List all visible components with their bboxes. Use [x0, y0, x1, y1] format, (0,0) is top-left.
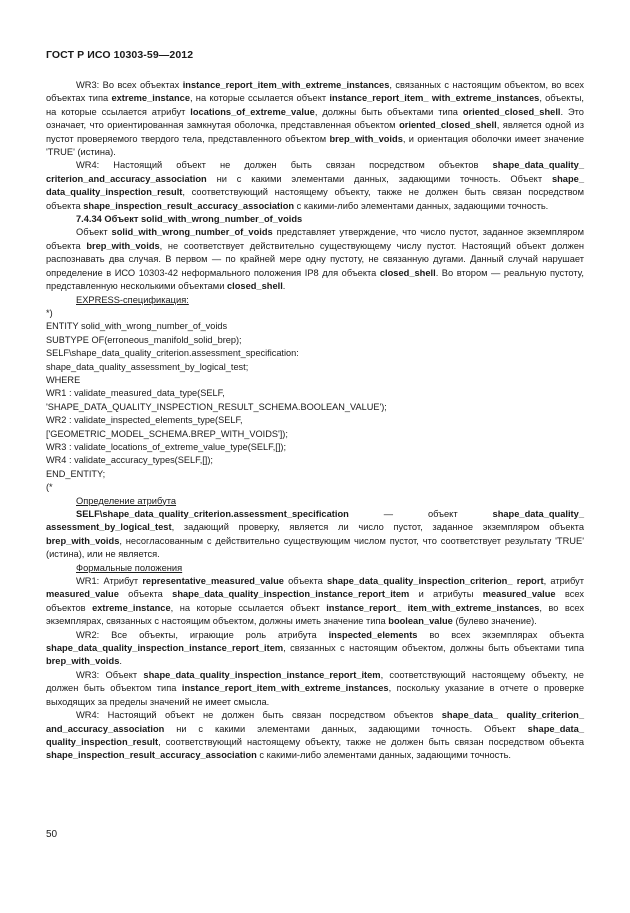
code-line: END_ENTITY; — [46, 468, 106, 479]
code-line: SUBTYPE OF(erroneous_manifold_solid_brep); — [46, 334, 242, 345]
code-line: SELF\shape_data_quality_criterion.assessment_specification: — [46, 348, 299, 359]
paragraph: WR4: Настоящий объект не должен быть связан посредством объектов shape_data_quality_ criterion_and_accuracy_association ни с какими элементами данных, задающими точность. Объект shape_ data_quality_inspection_result, соответствующий настоящему объекту, также не должен быть связан посредством объекта shape_inspection_result_accuracy_association с какими-либо элементами данных, задающими точность. — [46, 160, 584, 211]
paragraph: Формальные положения — [76, 562, 183, 573]
code-line: WR1 : validate_measured_data_type(SELF, — [46, 388, 225, 399]
paragraph: WR3: Во всех объектах instance_report_item_with_extreme_instances, связанных с настоящим объектом, во всех объектах типа extreme_instance, на которые ссылается объект instance_report_item_ with_extreme_instances, объекты, на которые ссылается атрибут locations_of_extreme_value, должны быть объектами типа oriented_closed_shell. Это означает, что ориентированная замкнутая оболочка, представленная объектом oriented_closed_shell, является одной из пустот проверяемого твердого тела, представленного объектом brep_with_voids, и ориентация оболочки имеет значение 'TRUE' (истина). — [46, 80, 585, 158]
paragraph: Определение атрибута — [76, 495, 177, 506]
document-body — [46, 79, 584, 763]
page-header-title: ГОСТ Р ИСО 10303-59—2012 — [46, 49, 194, 61]
paragraph: SELF\shape_data_quality_criterion.assessment_specification — объект shape_data_quality_ assessment_by_logical_test, задающий проверку, является ли число пустот, заданное экземпляром объекта brep_with_voids, несогласованным с действительно существующим числом пустот, что соответствует результату 'TRUE' (истина), или не является. — [46, 509, 584, 560]
paragraph: Объект solid_with_wrong_number_of_voids представляет утверждение, что число пустот, заданное экземпляром объекта brep_with_voids, не соответствует действительно существующему числу пустот. Настоящий объект должен распознавать два случая. В первом — по крайней мере одну пустоту, не связанную дугами. Данный случай нарушает определение в ИСО 10303-42 неформального положения IP8 для объекта closed_shell. Во втором — реальную пустоту, представленную несколькими объектами closed_shell. — [46, 227, 584, 292]
code-line: *) — [46, 307, 53, 318]
code-line: shape_data_quality_assessment_by_logical_test; — [46, 361, 249, 372]
code-line: WR4 : validate_accuracy_types(SELF,[]); — [46, 455, 213, 466]
paragraph: EXPRESS-спецификация: — [76, 294, 189, 305]
paragraph: WR1: Атрибут representative_measured_value объекта shape_data_quality_inspection_criterion_ report, атрибут measured_value объекта shape_data_quality_inspection_instance_report_item и атрибуты measured_value всех объектов extreme_instance, на которые ссылается объект instance_report_ item_with_extreme_instances, во всех экземплярах, связанных с настоящим объектом, должны иметь значение типа boolean_value (булево значение). — [46, 576, 584, 627]
code-line: (* — [46, 482, 53, 493]
paragraph: WR4: Настоящий объект не должен быть связан посредством объектов shape_data_ quality_criterion_ and_accuracy_association ни с какими элементами данных, задающими точность. Объект shape_data_ quality_inspection_result, соответствующий настоящему объекту, также не должен быть связан посредством объекта shape_inspection_result_accuracy_association с какими-либо элементами данных, задающими точность. — [46, 710, 584, 761]
code-line: ENTITY solid_with_wrong_number_of_voids — [46, 321, 228, 332]
code-line: WR2 : validate_inspected_elements_type(SELF, — [46, 415, 243, 426]
section-heading: 7.4.34 Объект solid_with_wrong_number_of_voids — [76, 214, 303, 225]
code-line: 'SHAPE_DATA_QUALITY_INSPECTION_RESULT_SCHEMA.BOOLEAN_VALUE'); — [46, 401, 387, 412]
paragraph: WR3: Объект shape_data_quality_inspection_instance_report_item, соответствующий настоящему объекту, не должен быть объектом типа instance_report_item_with_extreme_instances, поскольку указание в отчете о проверке выходящих за пределы значений не имеет смысла. — [46, 669, 584, 707]
code-line: ['GEOMETRIC_MODEL_SCHEMA.BREP_WITH_VOIDS']); — [46, 428, 288, 439]
code-line: WHERE — [46, 374, 81, 385]
paragraph: WR2: Все объекты, играющие роль атрибута inspected_elements во всех экземплярах объекта shape_data_quality_inspection_instance_report_item, связанных с настоящим объектом, должны быть объектами типа brep_with_voids. — [46, 629, 584, 667]
page-number: 50 — [46, 829, 58, 840]
code-line: WR3 : validate_locations_of_extreme_value_type(SELF,[]); — [46, 441, 287, 452]
